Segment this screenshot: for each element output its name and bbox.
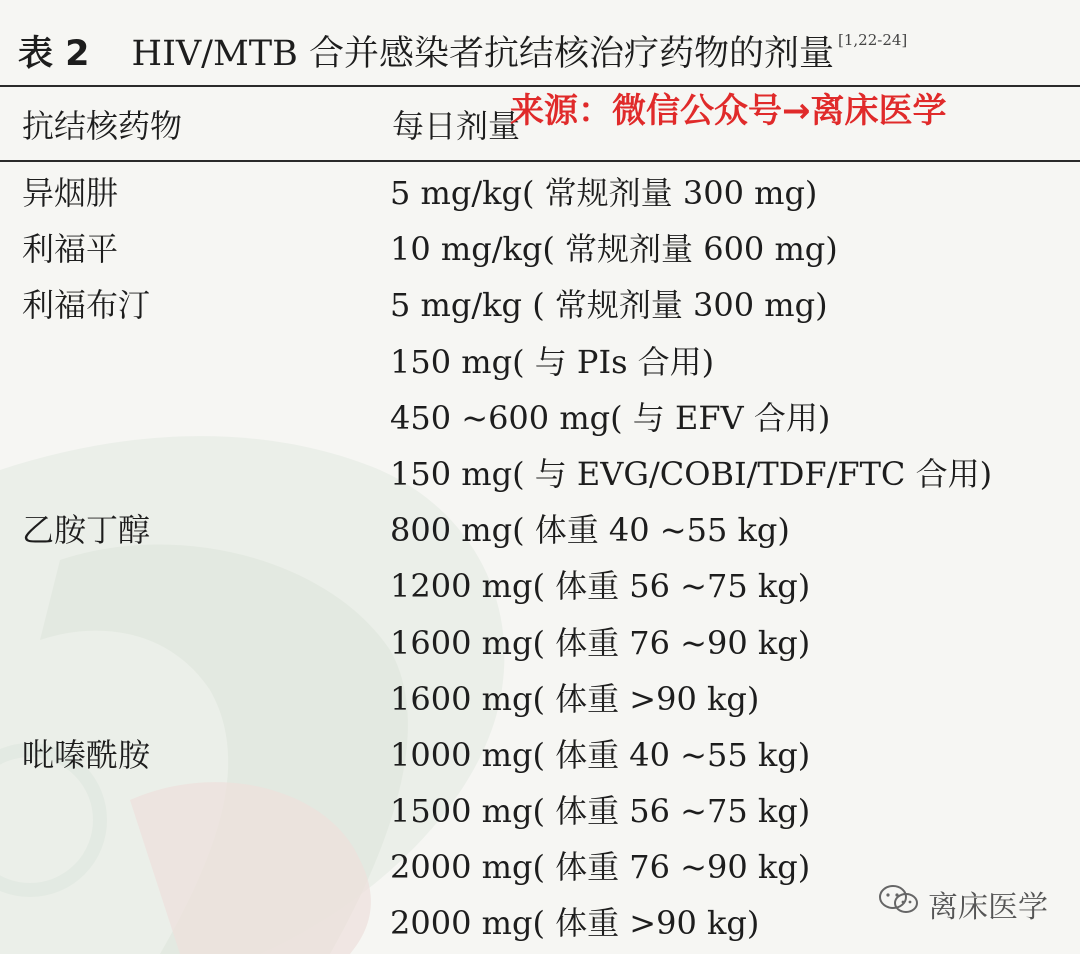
table-row — [0, 446, 1080, 502]
table-row — [0, 502, 1080, 558]
daily-dose: 1600 mg( 体重 >90 kg) — [390, 679, 760, 718]
daily-dose: 150 mg( 与 EVG/COBI/TDF/FTC 合用) — [390, 454, 993, 493]
table-row — [0, 558, 1080, 614]
table-row — [0, 783, 1080, 839]
column-header-drug: 抗结核药物 — [22, 107, 183, 145]
daily-dose: 1000 mg( 体重 40 ~55 kg) — [390, 735, 811, 774]
daily-dose: 1500 mg( 体重 56 ~75 kg) — [390, 792, 811, 831]
wechat-icon — [878, 883, 920, 925]
table-row — [0, 390, 1080, 446]
drug-name: 异烟肼 — [22, 174, 119, 212]
header-rule — [0, 160, 1080, 162]
daily-dose: 800 mg( 体重 40 ~55 kg) — [390, 511, 790, 550]
drug-name: 利福平 — [22, 230, 119, 269]
daily-dose: 2000 mg( 体重 76 ~90 kg) — [390, 848, 811, 887]
table-row — [0, 277, 1080, 333]
daily-dose: 450 ~600 mg( 与 EFV 合用) — [390, 398, 831, 437]
daily-dose: 2000 mg( 体重 >90 kg) — [390, 904, 760, 943]
table-caption — [18, 12, 907, 82]
drug-name: 吡嗪酰胺 — [22, 735, 151, 774]
daily-dose: 5 mg/kg ( 常规剂量 300 mg) — [390, 286, 828, 325]
source-stamp: 来源：微信公众号→离床医学 — [510, 91, 947, 131]
column-header-dose: 每日剂量 — [392, 107, 521, 145]
table-row — [0, 221, 1080, 277]
table-row — [0, 615, 1080, 671]
daily-dose: 5 mg/kg( 常规剂量 300 mg) — [390, 174, 818, 212]
daily-dose: 1600 mg( 体重 76 ~90 kg) — [390, 623, 811, 662]
table-row — [0, 727, 1080, 783]
table-row — [0, 334, 1080, 390]
table-title: HIV/MTB 合并感染者抗结核治疗药物的剂量 — [131, 34, 834, 74]
table-number: 表 2 — [18, 34, 90, 74]
table-row — [0, 165, 1080, 221]
wechat-account-label: 离床医学 — [928, 890, 1048, 925]
wechat-watermark — [878, 882, 1048, 926]
daily-dose: 10 mg/kg( 常规剂量 600 mg) — [390, 230, 838, 269]
daily-dose: 1200 mg( 体重 56 ~75 kg) — [390, 567, 811, 606]
daily-dose: 150 mg( 与 PIs 合用) — [390, 342, 715, 381]
table-body — [0, 165, 1080, 952]
drug-name: 乙胺丁醇 — [22, 511, 151, 550]
table-citation: [1,22-24] — [838, 31, 908, 49]
drug-name: 利福布汀 — [22, 286, 151, 325]
table-row — [0, 671, 1080, 727]
